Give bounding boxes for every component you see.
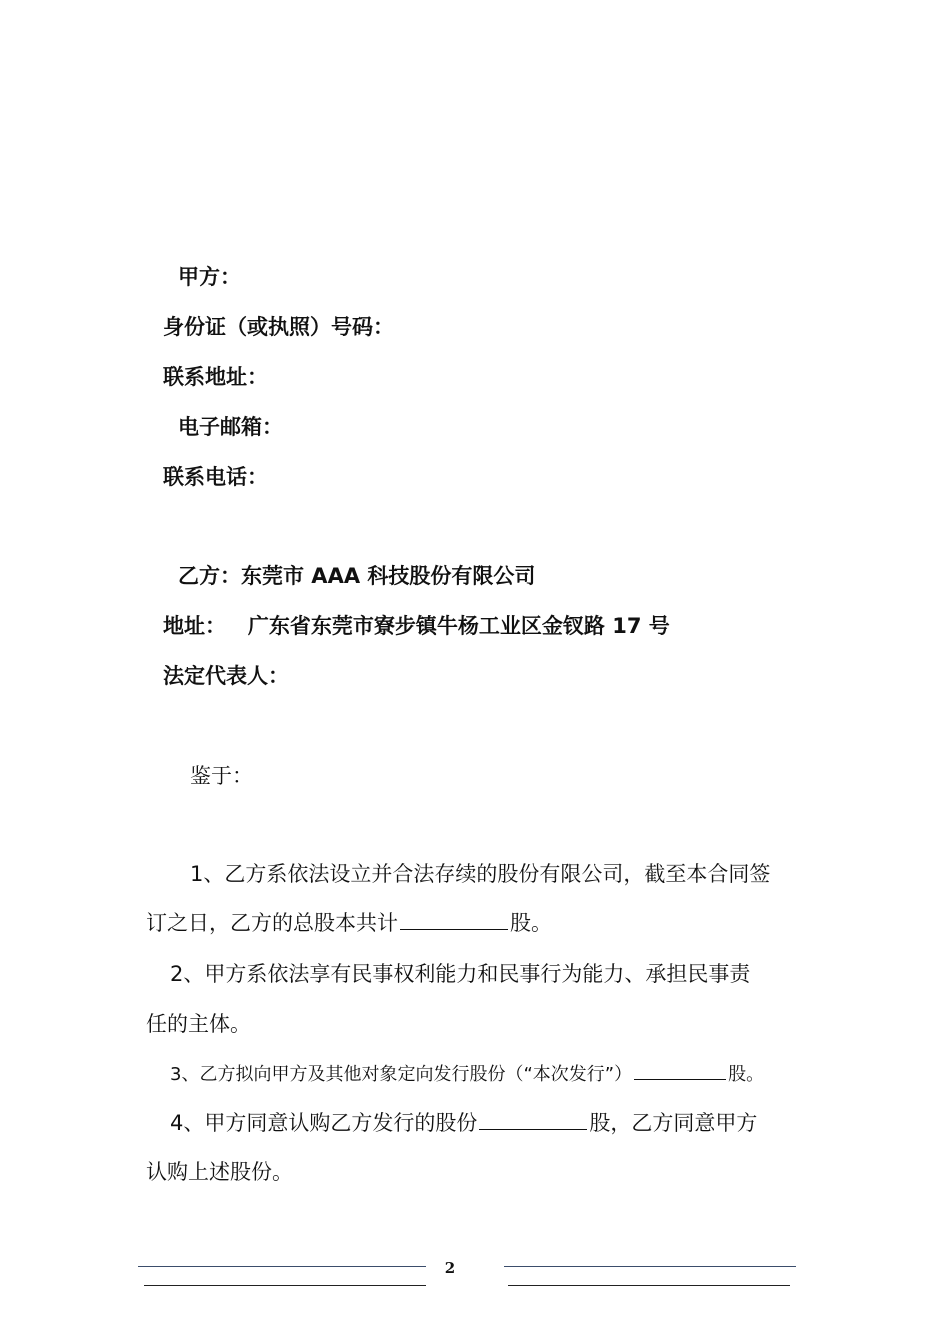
footer-rule-right-top	[504, 1266, 796, 1267]
subscribed-shares-blank[interactable]	[479, 1109, 587, 1130]
clause-2-line-1: 2、甲方系依法享有民事权利能力和民事行为能力、承担民事责	[170, 962, 751, 986]
offering-shares-blank[interactable]	[634, 1059, 726, 1080]
party-a-id-label: 身份证（或执照）号码：	[163, 315, 394, 339]
clause-4-line-2: 认购上述股份。	[146, 1160, 293, 1184]
party-a-label: 甲方：	[178, 265, 241, 289]
party-a-phone-label: 联系电话：	[163, 465, 268, 489]
clause-4-text-post: 股，乙方同意甲方	[589, 1111, 758, 1135]
footer-rule-left-bottom	[144, 1285, 426, 1286]
party-b-address: 地址： 广东省东莞市寮步镇牛杨工业区金钗路 17 号	[163, 614, 670, 638]
clause-1-text-pre: 订之日，乙方的总股本共计	[146, 911, 398, 935]
clause-4-text-pre: 4、甲方同意认购乙方发行的股份	[170, 1111, 478, 1135]
clause-4-line-1	[170, 1108, 757, 1138]
clause-1-line-2	[146, 908, 552, 938]
party-b-legal-rep-label: 法定代表人：	[163, 664, 289, 688]
clause-3-text-pre-num: 3、乙方拟向甲方及其他对象定向发行股份（“本次发行”）	[170, 1064, 633, 1085]
party-a-address-label: 联系地址：	[163, 365, 268, 389]
clause-1-text-post: 股。	[510, 911, 552, 935]
party-a-email-label: 电子邮箱：	[178, 415, 283, 439]
clause-1-line-1: 1、乙方系依法设立并合法存续的股份有限公司，截至本合同签	[190, 862, 771, 886]
footer-rule-left-top	[138, 1266, 426, 1267]
clause-3-line	[170, 1058, 764, 1090]
whereas-heading: 鉴于：	[190, 764, 253, 788]
page-number: 2	[444, 1259, 456, 1277]
footer-rule-right-bottom	[508, 1285, 790, 1286]
party-b-name: 乙方：东莞市 AAA 科技股份有限公司	[178, 564, 536, 588]
clause-3-text-post: 股。	[728, 1064, 765, 1085]
clause-2-line-2: 任的主体。	[146, 1012, 251, 1036]
total-shares-blank[interactable]	[400, 909, 508, 930]
